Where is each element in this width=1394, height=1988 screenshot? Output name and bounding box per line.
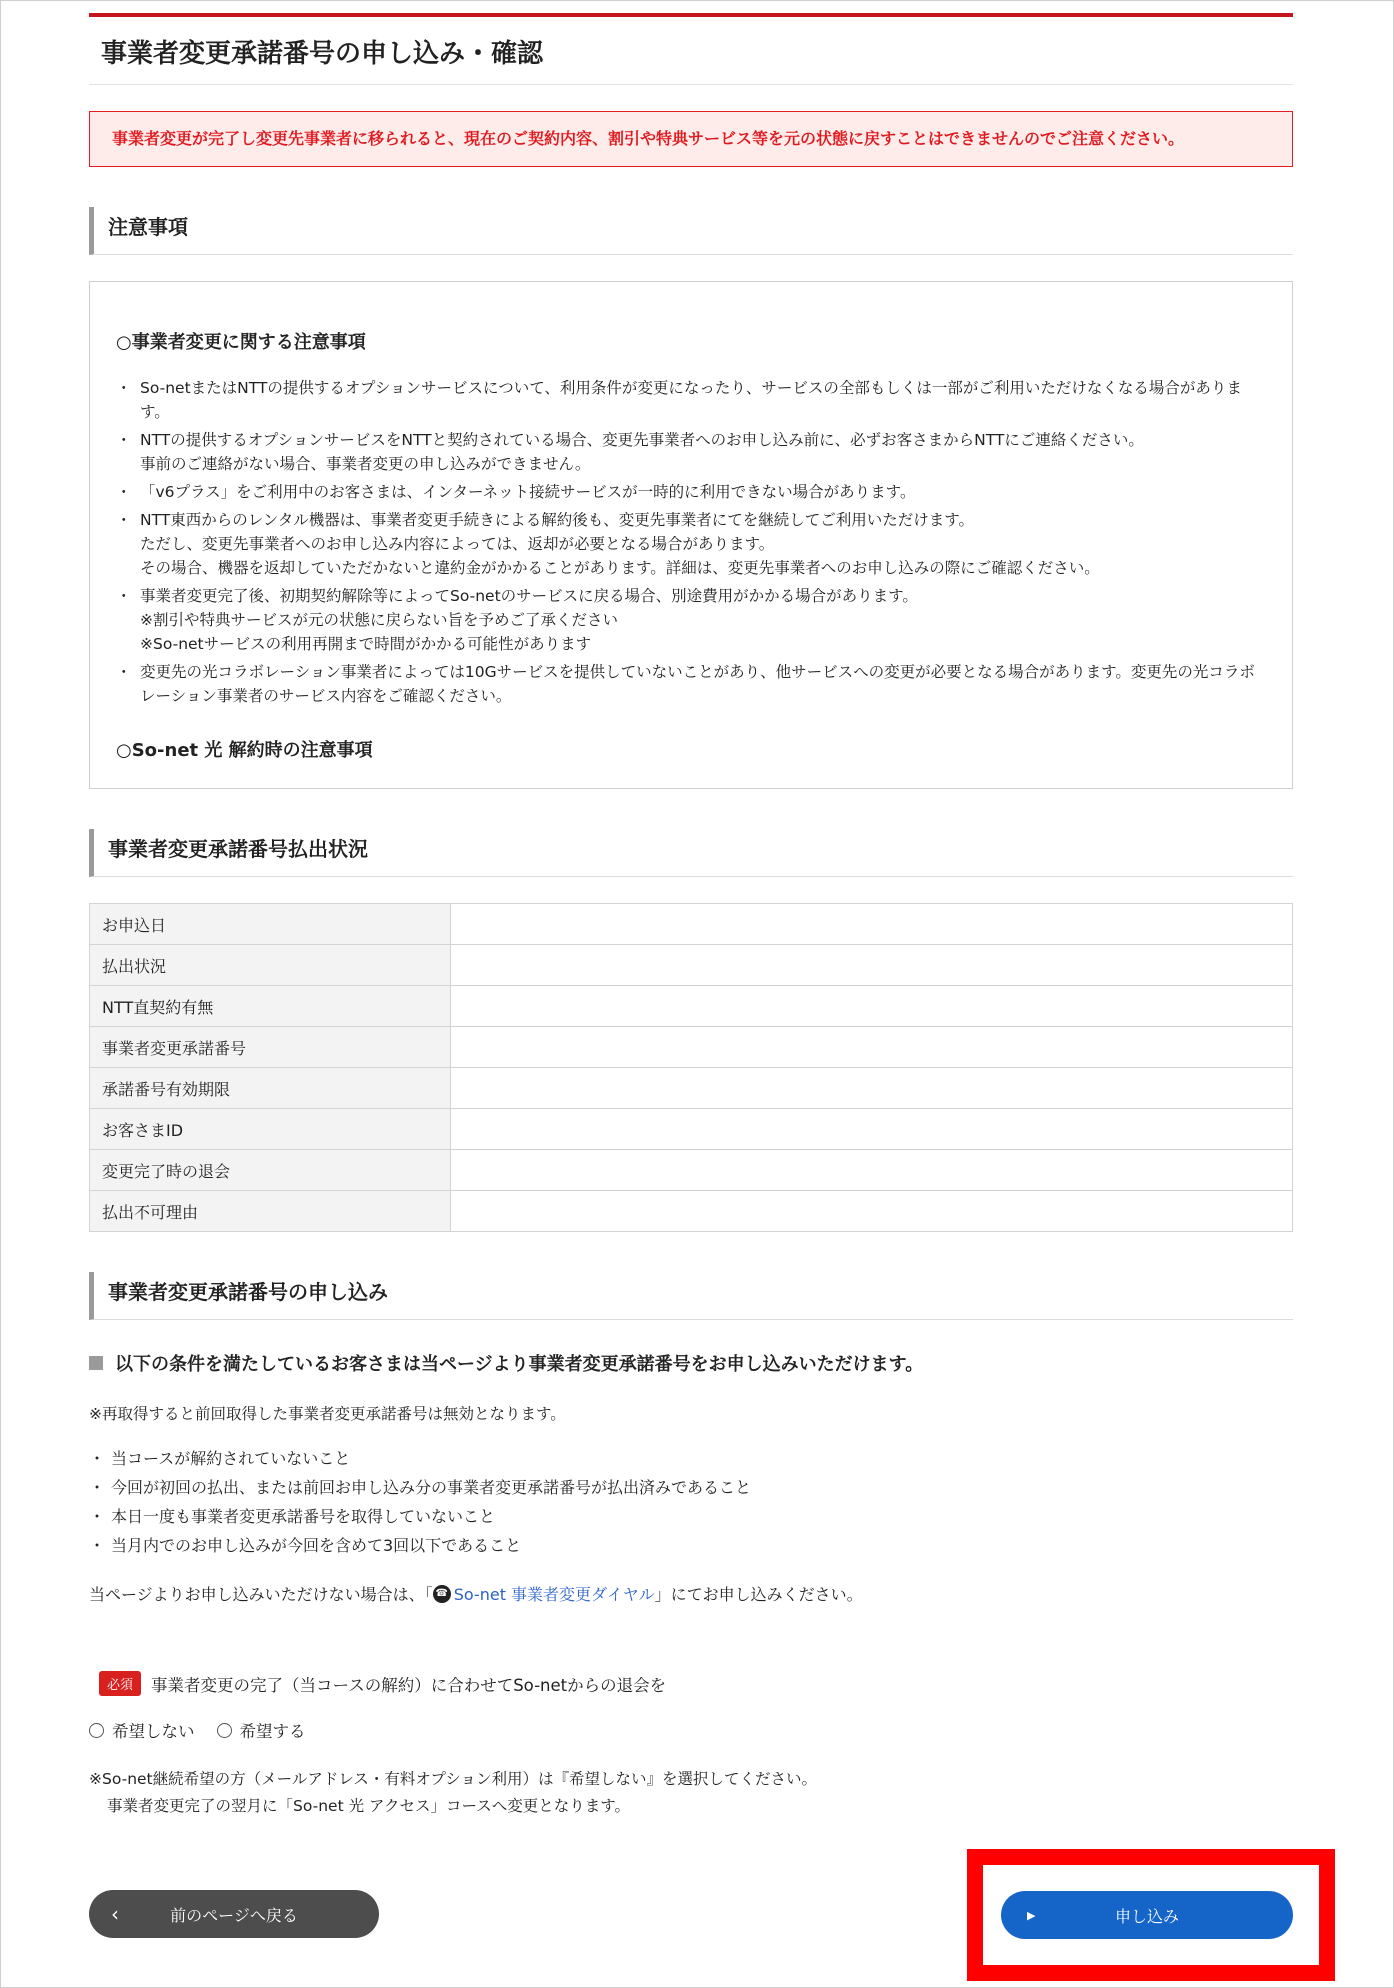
notice-item: ・ NTT東西からのレンタル機器は、事業者変更手続きによる解約後も、変更先事業者にてを継続してご利用いただけます。 ただし、変更先事業者へのお申し込み内容によっては、返却が必要となる場合があります。 その場合、機器を返却していただかないと違約金がかかることがあります。詳細は、変更先事業者へのお申し込みの際にご確認ください。: [116, 508, 1266, 580]
radio-circle-icon[interactable]: [89, 1723, 104, 1738]
submit-button-label: 申し込み: [1114, 1906, 1179, 1926]
phone-icon: ☎: [433, 1585, 451, 1603]
required-badge: 必須: [99, 1671, 141, 1696]
condition-item: ・ 当コースが解約されていないこと: [89, 1444, 1293, 1473]
radio-withdraw-label: 希望する: [239, 1722, 306, 1741]
warning-alert: 事業者変更が完了し変更先事業者に移られると、現在のご契約内容、割引や特典サービス等を元の状態に戻すことはできませんのでご注意ください。: [89, 111, 1293, 167]
condition-item: ・ 当月内でのお申し込みが今回を含めて3回以下であること: [89, 1531, 1293, 1560]
row-value: [451, 986, 1293, 1027]
withdraw-question: [89, 1671, 1293, 1696]
row-label: 払出状況: [90, 945, 451, 986]
reacquire-note: ※再取得すると前回取得した事業者変更承諾番号は無効となります。: [89, 1405, 566, 1423]
notice-item: ・ So-netまたはNTTの提供するオプションサービスについて、利用条件が変更になったり、サービスの全部もしくは一部がご利用いただけなくなる場合があります。: [116, 376, 1266, 424]
apply-lead-text: 以下の条件を満たしているお客さまは当ページより事業者変更承諾番号をお申し込みいただけます。: [115, 1354, 924, 1375]
table-row: [90, 904, 1293, 945]
withdraw-radio-group: [89, 1718, 1293, 1742]
radio-no-withdraw-label: 希望しない: [112, 1722, 195, 1741]
withdraw-question-text: 事業者変更の完了（当コースの解約）に合わせてSo-netからの退会を: [151, 1675, 667, 1695]
notices-list: [116, 376, 1266, 708]
dial-line: [89, 1582, 1293, 1605]
row-label: 承諾番号有効期限: [90, 1068, 451, 1109]
table-row: [90, 1109, 1293, 1150]
notices-heading-2: ○So-net 光 解約時の注意事項: [116, 740, 373, 761]
dial-suffix: 」にてお申し込みください。: [654, 1585, 863, 1604]
table-row: [90, 1191, 1293, 1232]
continuation-note: [89, 1766, 1293, 1820]
apply-section-title: 事業者変更承諾番号の申し込み: [89, 1272, 1293, 1320]
dial-link[interactable]: So-net 事業者変更ダイヤル: [453, 1585, 655, 1604]
row-label: 変更完了時の退会: [90, 1150, 451, 1191]
chevron-left-icon: ‹: [111, 1902, 119, 1926]
row-label: お申込日: [90, 904, 451, 945]
status-section-title: 事業者変更承諾番号払出状況: [89, 829, 1293, 877]
row-label: お客さまID: [90, 1109, 451, 1150]
row-value: [451, 1068, 1293, 1109]
apply-lead: [89, 1350, 1293, 1376]
back-button[interactable]: [89, 1890, 379, 1938]
continuation-note-2: 事業者変更完了の翌月に「So-net 光 アクセス」コースへ変更となります。: [107, 1797, 631, 1815]
notices-scroll-box[interactable]: [89, 281, 1293, 789]
table-row: [90, 1027, 1293, 1068]
row-label: 事業者変更承諾番号: [90, 1027, 451, 1068]
back-button-label: 前のページへ戻る: [170, 1905, 298, 1925]
main-content: [89, 13, 1293, 1820]
row-value: [451, 945, 1293, 986]
row-value: [451, 1191, 1293, 1232]
dial-prefix: 当ページよりお申し込みいただけない場合は、「: [89, 1585, 433, 1604]
status-table: [89, 903, 1293, 1232]
row-value: [451, 1109, 1293, 1150]
table-row: [90, 945, 1293, 986]
page-title: 事業者変更承諾番号の申し込み・確認: [89, 17, 1293, 85]
notice-item: ・ NTTの提供するオプションサービスをNTTと契約されている場合、変更先事業者へのお申し込み前に、必ずお客さまからNTTにご連絡ください。 事前のご連絡がない場合、事業者変更の申し込みができません。: [116, 428, 1266, 476]
row-label: 払出不可理由: [90, 1191, 451, 1232]
notices-heading: ○事業者変更に関する注意事項: [116, 332, 366, 353]
row-value: [451, 1027, 1293, 1068]
submit-button[interactable]: [1001, 1891, 1293, 1939]
notice-item: ・ 事業者変更完了後、初期契約解除等によってSo-netのサービスに戻る場合、別途費用がかかる場合があります。 ※割引や特典サービスが元の状態に戻らない旨を予めご了承ください ※So-netサービスの利用再開まで時間がかかる可能性があります: [116, 584, 1266, 656]
table-row: [90, 1068, 1293, 1109]
notices-section-title: 注意事項: [89, 207, 1293, 255]
row-value: [451, 1150, 1293, 1191]
notice-item: ・ 「v6プラス」をご利用中のお客さまは、インターネット接続サービスが一時的に利用できない場合があります。: [116, 480, 1266, 504]
row-value: [451, 904, 1293, 945]
table-row: [90, 1150, 1293, 1191]
play-arrow-icon: ▶: [1027, 1908, 1036, 1922]
condition-item: ・ 今回が初回の払出、または前回お申し込み分の事業者変更承諾番号が払出済みであること: [89, 1473, 1293, 1502]
continuation-note-1: ※So-net継続希望の方（メールアドレス・有料オプション利用）は『希望しない』を選択してください。: [89, 1770, 817, 1788]
radio-circle-icon[interactable]: [217, 1723, 232, 1738]
table-row: [90, 986, 1293, 1027]
condition-item: ・ 本日一度も事業者変更承諾番号を取得していないこと: [89, 1502, 1293, 1531]
row-label: NTT直契約有無: [90, 986, 451, 1027]
square-bullet-icon: [89, 1356, 103, 1370]
radio-withdraw[interactable]: [217, 1718, 306, 1742]
radio-no-withdraw[interactable]: [89, 1718, 195, 1742]
notice-item: ・ 変更先の光コラボレーション事業者によっては10Gサービスを提供していないことがあり、他サービスへの変更が必要となる場合があります。変更先の光コラボレーション事業者のサービス内容をご確認ください。: [116, 660, 1266, 708]
conditions-list: [89, 1444, 1293, 1560]
